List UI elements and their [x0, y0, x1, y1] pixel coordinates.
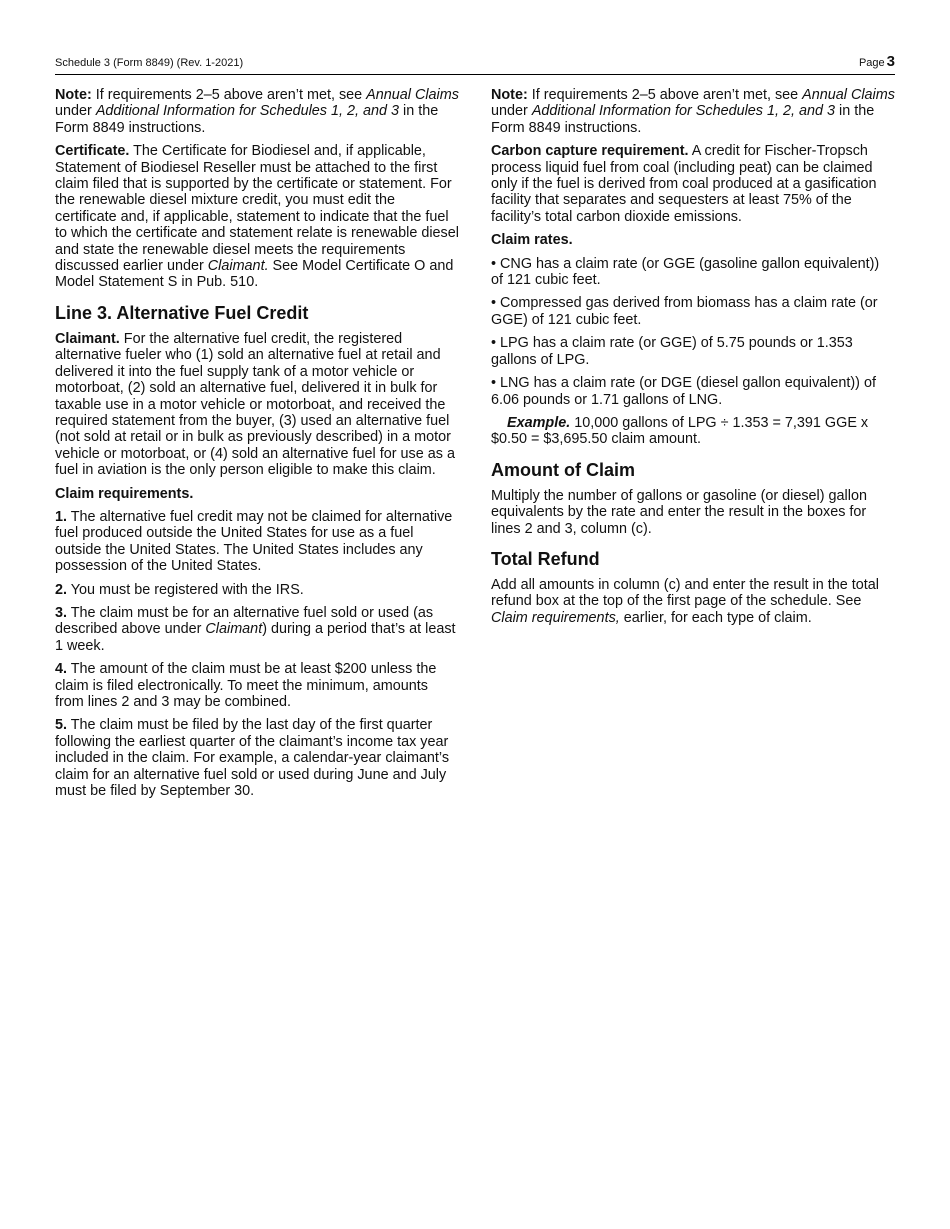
requirement-1: 1. The alternative fuel credit may not be claimed for alternative fuel produced outside the United States for use as a fuel outside the United States. The United States includes any possession of the United States.	[55, 508, 453, 575]
page-header	[55, 52, 895, 75]
note-paragraph: Note: If requirements 2–5 above aren’t met, see Annual Claims under Additional Information for Schedules 1, 2, and 3 in the Form 8849 instructions.	[55, 87, 459, 136]
carbon-capture-paragraph: Carbon capture requirement. A credit for Fischer-Tropsch process liquid fuel from coal (including peat) can be claimed only if the fuel is derived from coal produced at a gasification facility that separates and sequesters at least 75% of the facility’s total carbon dioxide emissions.	[491, 143, 877, 225]
total-refund-heading: Total Refund	[491, 548, 600, 569]
line3-heading: Line 3. Alternative Fuel Credit	[55, 302, 309, 323]
total-refund-paragraph: Add all amounts in column (c) and enter the result in the total refund box at the top of the first page of the schedule. See Claim requirements, earlier, for each type of claim.	[491, 576, 879, 626]
amount-of-claim-heading: Amount of Claim	[491, 459, 635, 480]
note-paragraph: Note: If requirements 2–5 above aren’t met, see Annual Claims under Additional Information for Schedules 1, 2, and 3 in the Form 8849 instructions.	[491, 87, 895, 136]
form-identifier: Schedule 3 (Form 8849) (Rev. 1-2021)	[55, 57, 244, 69]
amount-of-claim-paragraph: Multiply the number of gallons or gasoline (or diesel) gallon equivalents by the rate and enter the result in the boxes for lines 2 and 3, column (c).	[491, 487, 867, 537]
rate-item-cng: • CNG has a claim rate (or GGE (gasoline gallon equivalent)) of 121 cubic feet.	[491, 255, 880, 289]
requirement-3: 3. The claim must be for an alternative fuel sold or used (as described above under Claimant) during a period that’s at least 1 week.	[55, 604, 456, 654]
left-column	[55, 87, 460, 806]
rate-item-biomass: • Compressed gas derived from biomass has a claim rate (or GGE) of 121 cubic feet.	[491, 295, 878, 328]
certificate-paragraph: Certificate. The Certificate for Biodiesel and, if applicable, Statement of Biodiesel Reseller must be attached to the first claim filed that is supported by the certificate or statement. For the renewable diesel mixture credit, you must edit the certificate and, if applicable, statement to indicate that the fuel to which the certificate and statement relate is renewable diesel and state the renewable diesel meets the requirements discussed earlier under Claimant. See Model Certificate O and Model Statement S in Pub. 510.	[55, 143, 459, 291]
requirement-2: 2. You must be registered with the IRS.	[55, 581, 304, 598]
requirement-5: 5. The claim must be filed by the last day of the first quarter following the earliest quarter of the claimant’s income tax year included in the claim. For example, a calendar-year claimant’s claim for an alternative fuel sold or used during June and July must be filed by September 30.	[55, 717, 450, 800]
rate-item-lng: • LNG has a claim rate (or DGE (diesel gallon equivalent)) of 6.06 pounds or 1.71 gallons of LNG.	[491, 375, 876, 408]
page-indicator	[859, 53, 895, 70]
claim-requirements-heading: Claim requirements.	[55, 485, 194, 502]
rate-item-lpg: • LPG has a claim rate (or GGE) of 5.75 pounds or 1.353 gallons of LPG.	[491, 335, 853, 368]
right-column	[491, 87, 895, 633]
claimant-paragraph: Claimant. For the alternative fuel credit, the registered alternative fueler who (1) sold an alternative fuel at retail and delivered it into the fuel supply tank of a motor vehicle or motorboat, (2) sold an alternative fuel, delivered it in bulk for taxable use in a motor vehicle or motorboat, and received the required statement from the buyer, (3) used an alternative fuel (not sold at retail or in bulk as previously described) in a motor vehicle or motorboat, or (4) sold an alternative fuel for use as a fuel in aviation is the only person eligible to make this claim.	[55, 330, 455, 479]
requirement-4: 4. The amount of the claim must be at least $200 unless the claim is filed electronically. To meet the minimum, amounts from lines 2 and 3 may be combined.	[55, 661, 437, 710]
example-paragraph: Example. 10,000 gallons of LPG ÷ 1.353 = 7,391 GGE x $0.50 = $3,695.50 claim amount.	[491, 414, 869, 448]
claim-rates-heading: Claim rates.	[491, 232, 573, 249]
page-number: 3	[886, 53, 895, 70]
page-label: Page	[858, 57, 885, 69]
